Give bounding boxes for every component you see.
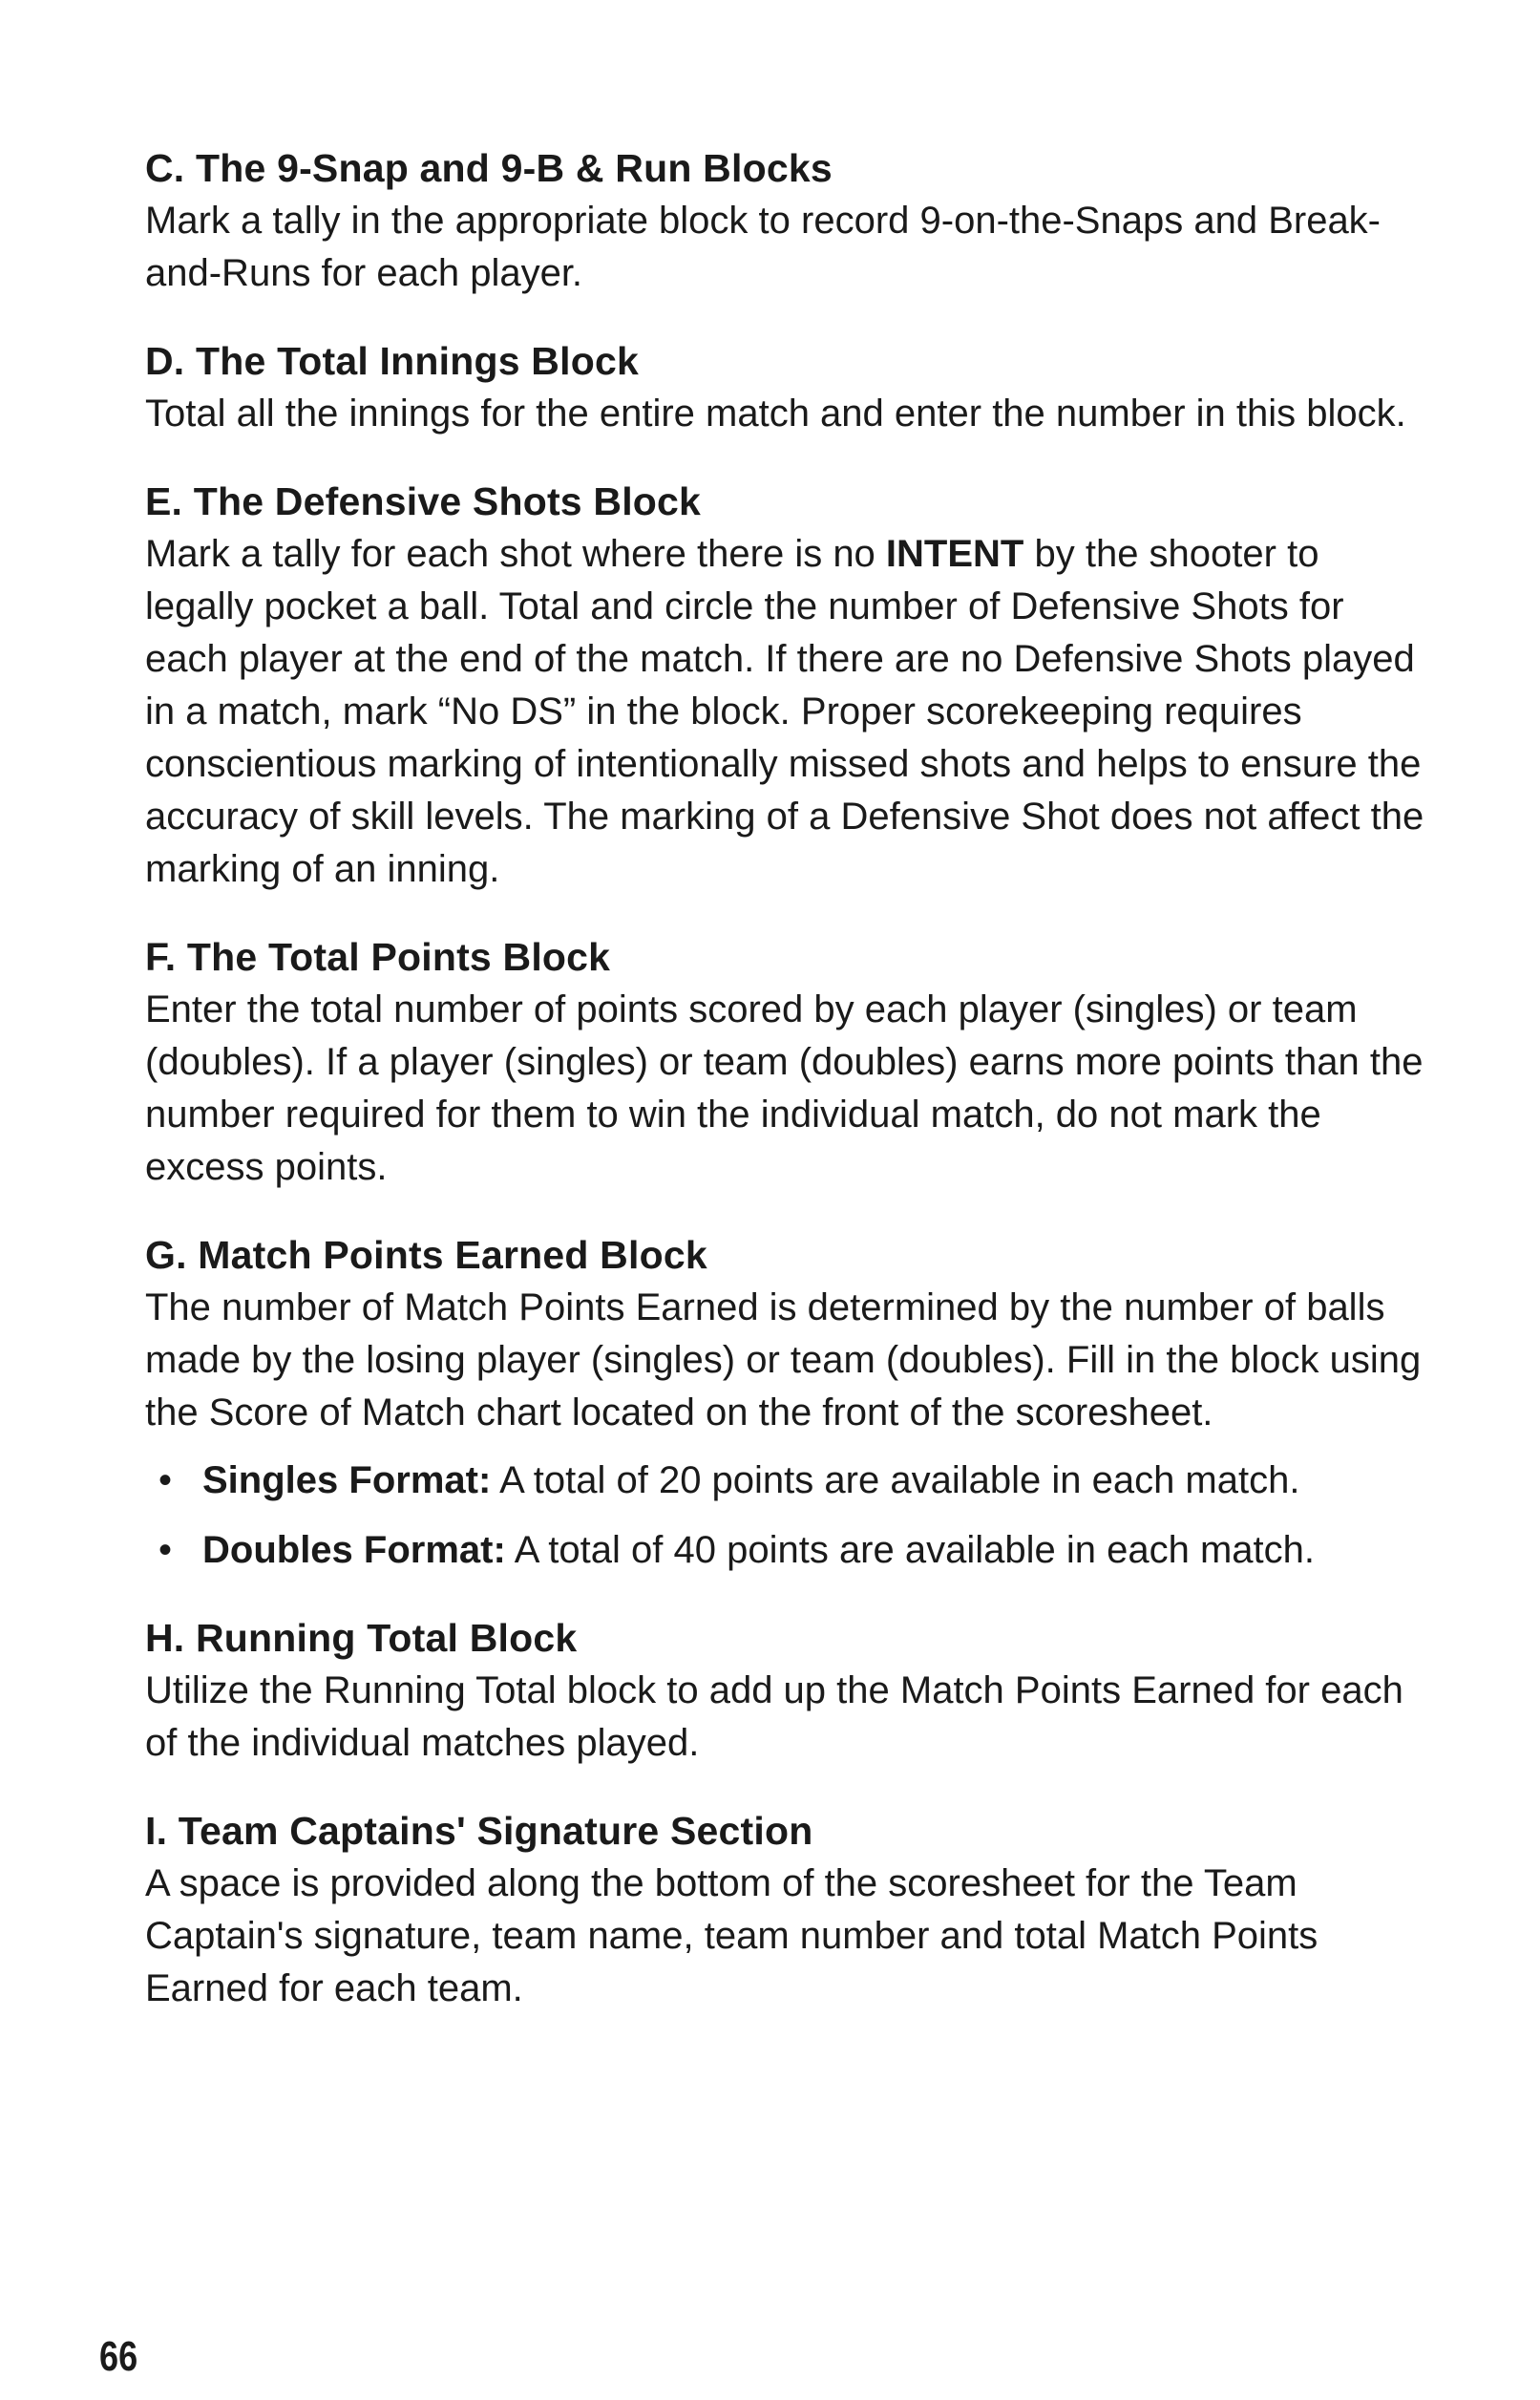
section-heading: E. The Defensive Shots Block xyxy=(145,479,702,523)
bullet-label: Doubles Format: xyxy=(202,1529,506,1571)
section-d xyxy=(145,334,1424,440)
section-heading: F. The Total Points Block xyxy=(145,935,611,979)
section-heading: I. Team Captains' Signature Section xyxy=(145,1809,813,1853)
section-heading: C. The 9-Snap and 9-B & Run Blocks xyxy=(145,146,833,190)
bullet-doubles-format xyxy=(145,1524,1424,1577)
section-f xyxy=(145,930,1424,1194)
document-page xyxy=(145,141,1424,2050)
bullet-singles-format xyxy=(145,1455,1424,1507)
section-text: A space is provided along the bottom of the scoresheet for the Team Captain's signature, team name, team number and total Match Points Earned for each team. xyxy=(145,1862,1318,2009)
text-after-emphasis: by the shooter to legally pocket a ball. Total and circle the number of Defensive Shots for each player at the end of the match. If there are no Defensive Shots played in a match, mark “No DS” in the block. Proper scorekeeping requires conscientious marking of intentionally missed shots and helps to ensure the accuracy of skill levels. The marking of a Defensive Shot does not affect the marking of an inning. xyxy=(145,533,1424,890)
section-heading: D. The Total Innings Block xyxy=(145,339,639,383)
section-text: Enter the total number of points scored by each player (singles) or team (doubles). If a player (singles) or team (doubles) earns more points than the number required for them to win the individual match, do not mark the excess points. xyxy=(145,988,1424,1188)
section-g xyxy=(145,1228,1424,1577)
section-text: Utilize the Running Total block to add up the Match Points Earned for each of the individual matches played. xyxy=(145,1669,1403,1764)
bullet-label: Singles Format: xyxy=(202,1459,492,1501)
section-c xyxy=(145,141,1424,300)
section-e xyxy=(145,475,1424,896)
section-i xyxy=(145,1804,1424,2015)
bullet-marker: • xyxy=(158,1459,173,1501)
bullet-text: A total of 40 points are available in each match. xyxy=(505,1529,1316,1571)
text-before-emphasis: Mark a tally for each shot where there is no xyxy=(145,533,886,575)
section-heading: G. Match Points Earned Block xyxy=(145,1233,707,1277)
intent-emphasis: INTENT xyxy=(885,533,1024,575)
section-heading: H. Running Total Block xyxy=(145,1616,578,1660)
page-number: 66 xyxy=(99,2333,138,2380)
bullet-marker: • xyxy=(158,1529,173,1571)
section-text xyxy=(145,528,1424,896)
section-text: The number of Match Points Earned is determined by the number of balls made by the losing player (singles) or team (doubles). Fill in the block using the Score of Match chart located on the front of the scoresheet. xyxy=(145,1286,1422,1434)
bullet-text: A total of 20 points are available in each match. xyxy=(491,1459,1300,1501)
format-bullet-list xyxy=(145,1455,1424,1577)
section-h xyxy=(145,1611,1424,1770)
section-text: Mark a tally in the appropriate block to record 9-on-the-Snaps and Break-and-Runs for each player. xyxy=(145,200,1382,294)
section-text: Total all the innings for the entire match and enter the number in this block. xyxy=(145,393,1406,435)
